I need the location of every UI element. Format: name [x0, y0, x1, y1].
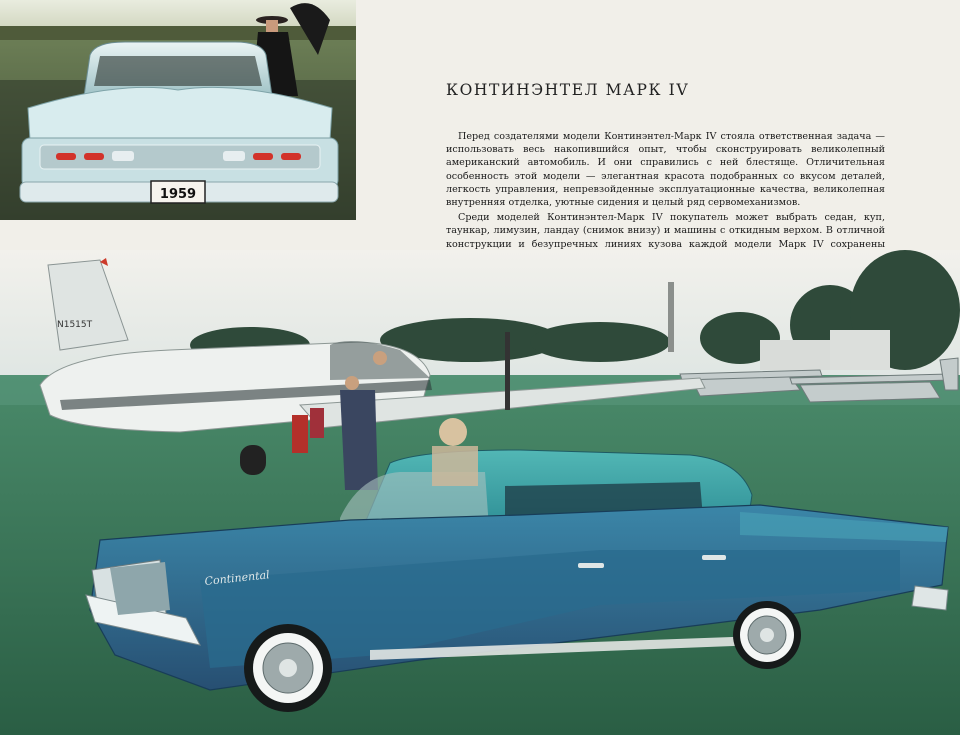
license-plate-text: 1959 — [159, 187, 197, 202]
article-title: КОНТИНЭНТЕЛ МАРК IV — [446, 81, 690, 99]
article-text — [446, 130, 885, 266]
main-car-photo — [0, 250, 960, 735]
plane-registration: N1515T — [57, 320, 93, 330]
car-script-badge: Continental — [203, 568, 271, 588]
article-paragraph-2: Среди моделей Континэнтел-Марк IV покупатель может выбрать седан, куп, таункар, лимузин, ландау (снимок внизу) и машины с откидным верхом. В отличной конструкции и безупречных линиях кузова каждой модели Марк IV сохранены — [446, 212, 885, 250]
rear-car-photo — [0, 0, 356, 220]
article-paragraph-1: Перед создателями модели Континэнтел-Марк IV стояла ответственная задача — использовать весь накопившийся опыт, чтобы сконструировать великолепный американский автомобиль. И они справились с ней блестяще. Отличительная особенность этой модели — элегантная красота подобранных со вкусом деталей, легкость управления, непревзойденные эксплуатационные качества, великолепная внутренняя отделка, уютные сидения и целый ряд сервомеханизмов. — [446, 131, 885, 209]
